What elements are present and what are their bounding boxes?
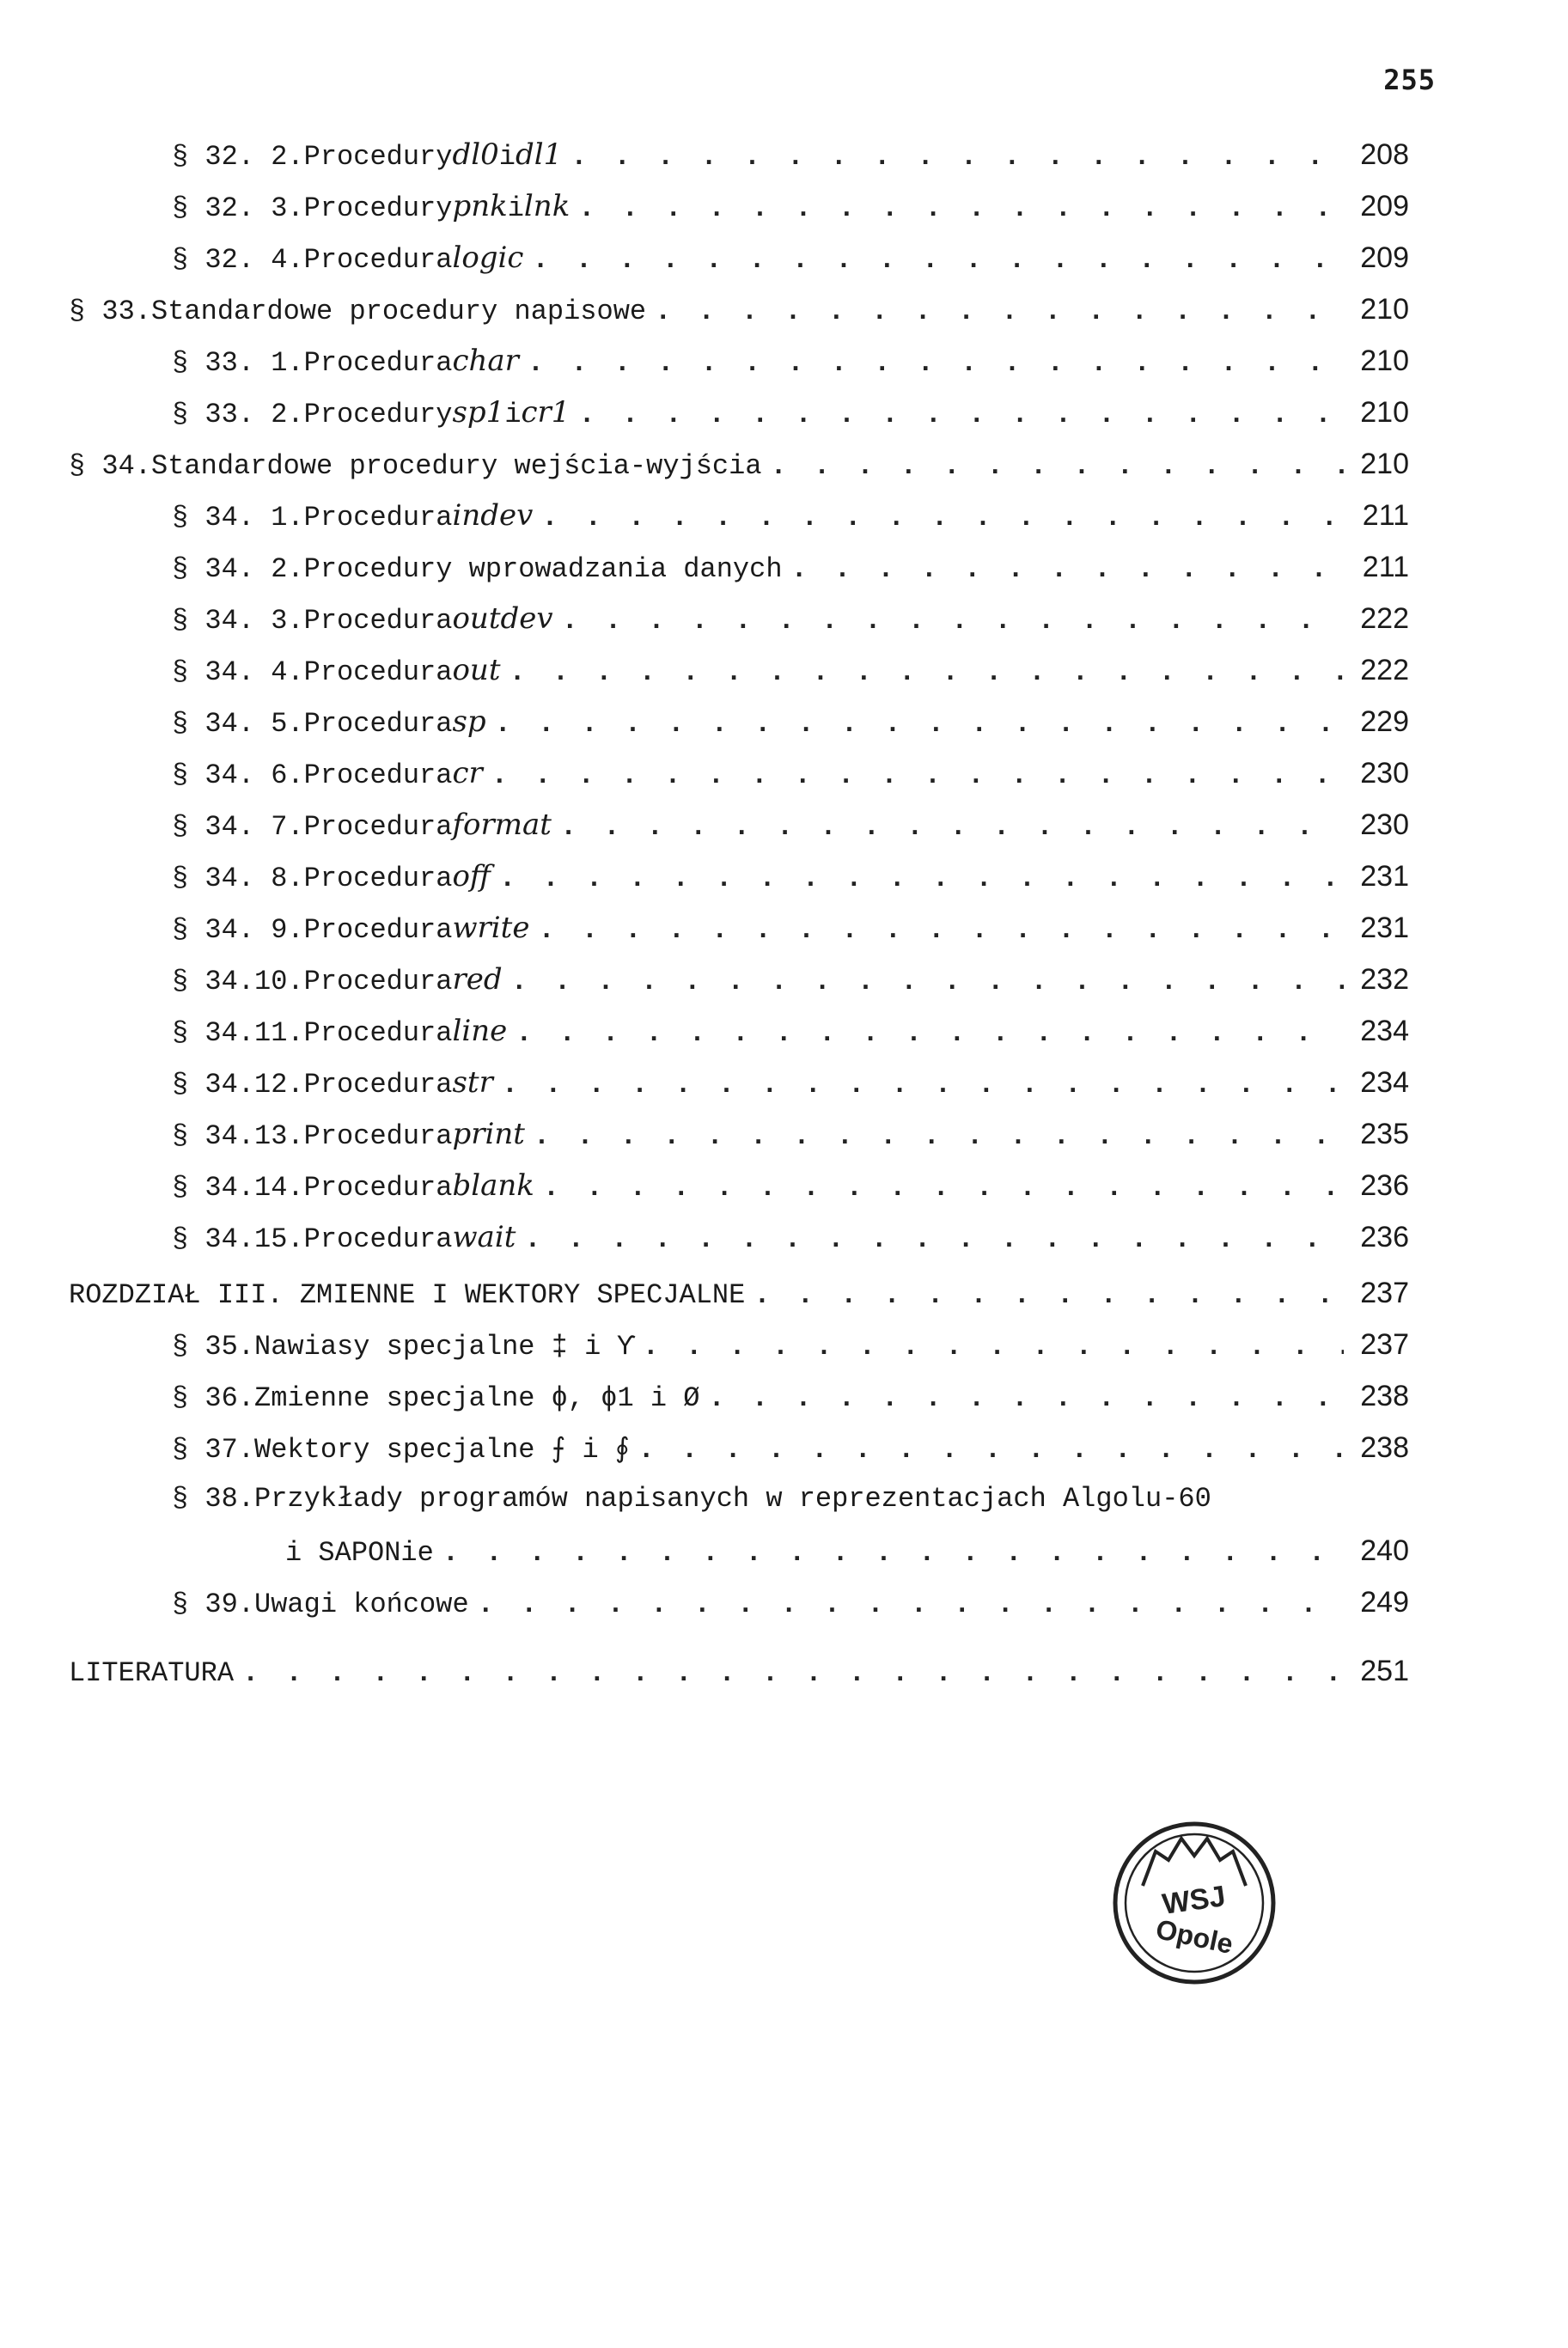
toc-term: dl1: [515, 137, 563, 172]
toc-section-number: § 34.12.: [172, 1069, 304, 1101]
toc-dot-leader: [534, 1119, 1344, 1154]
toc-entry[interactable]: [172, 653, 1409, 690]
toc-section-number: § 34. 4.: [172, 656, 304, 688]
toc-title: Procedura: [303, 759, 453, 791]
toc-section-number: § 34. 1.: [172, 502, 304, 534]
toc-term: red: [452, 962, 503, 997]
page-number: 255: [1383, 64, 1436, 96]
toc-term: sp: [452, 704, 486, 739]
toc-page-number: 231: [1360, 912, 1409, 944]
toc-connector: i: [507, 192, 524, 224]
toc-dot-leader: [578, 192, 1344, 226]
toc-entry[interactable]: [172, 344, 1409, 381]
toc-section-number: § 32. 2.: [172, 141, 304, 173]
toc-page-number: 231: [1360, 860, 1409, 893]
toc-term: cr1: [521, 395, 570, 430]
toc-title: Procedura: [303, 656, 453, 688]
toc-entry[interactable]: [172, 1168, 1409, 1205]
toc-page-number: 230: [1360, 808, 1409, 841]
toc-dot-leader: [511, 965, 1344, 999]
toc-title: Procedury: [303, 192, 453, 224]
toc-title: Procedura: [303, 502, 453, 534]
toc-dot-leader: [570, 140, 1344, 174]
toc-page-number: 238: [1360, 1431, 1409, 1464]
toc-entry[interactable]: [172, 1585, 1409, 1622]
toc-dot-leader: [791, 552, 1344, 587]
toc-dot-leader: [509, 656, 1344, 690]
toc-section-number: § 37.: [172, 1434, 255, 1466]
toc-section-number: § 34.13.: [172, 1120, 304, 1152]
toc-section-number: § 33. 1.: [172, 347, 304, 379]
toc-term: char: [452, 344, 519, 378]
toc-section-number: § 34.10.: [172, 966, 304, 997]
toc-dot-leader: [524, 1223, 1344, 1257]
toc-section-number: § 34. 2.: [172, 553, 304, 585]
toc-term: indev: [452, 498, 534, 533]
toc-title: Procedura: [303, 966, 453, 997]
toc-term: print: [452, 1117, 525, 1151]
toc-title: Procedura: [303, 244, 453, 276]
toc-entry[interactable]: [172, 1379, 1409, 1416]
toc-entry[interactable]: [172, 1117, 1409, 1154]
toc-term: lnk: [523, 189, 570, 223]
toc-entry[interactable]: [172, 1014, 1409, 1051]
toc-dot-leader: [502, 1068, 1344, 1102]
toc-entry[interactable]: [172, 498, 1409, 535]
toc-dot-leader: [491, 759, 1344, 793]
toc-entry[interactable]: [172, 1430, 1409, 1467]
toc-title: Procedury wprowadzania danych: [303, 553, 783, 585]
toc-section-number: § 34. 9.: [172, 914, 304, 946]
toc-term: off: [452, 859, 491, 893]
toc-term: format: [452, 808, 552, 842]
toc-dot-leader: [242, 1656, 1344, 1691]
toc-page-number: 232: [1360, 963, 1409, 996]
toc-term: sp1: [452, 395, 505, 430]
toc-page-number: 251: [1360, 1655, 1409, 1687]
toc-title: Uwagi końcowe: [254, 1589, 469, 1620]
toc-section-number: § 39.: [172, 1589, 255, 1620]
toc-dot-leader: [655, 295, 1344, 329]
toc-dot-leader: [528, 346, 1344, 381]
toc-term: blank: [452, 1168, 534, 1203]
toc-page-number: 237: [1360, 1277, 1409, 1309]
toc-dot-leader: [516, 1016, 1344, 1051]
toc-section-number: § 32. 4.: [172, 244, 304, 276]
toc-title: Standardowe procedury napisowe: [151, 296, 647, 327]
toc-dot-leader: [709, 1381, 1345, 1416]
toc-entry[interactable]: [172, 1482, 1211, 1516]
toc-entry[interactable]: [172, 137, 1409, 174]
toc-page-number: 230: [1360, 757, 1409, 790]
toc-term: out: [452, 653, 501, 687]
toc-page-number: 240: [1360, 1534, 1409, 1567]
toc-entry[interactable]: [172, 911, 1409, 948]
toc-page-number: 211: [1362, 499, 1409, 532]
toc-page-number: 235: [1360, 1118, 1409, 1150]
toc-page-number: 237: [1360, 1328, 1409, 1361]
toc-title: Procedura: [303, 863, 453, 894]
toc-dot-leader: [543, 1171, 1344, 1205]
toc-page-number: 210: [1360, 448, 1409, 480]
toc-title: Procedura: [303, 1223, 453, 1255]
toc-page-number: 234: [1360, 1015, 1409, 1047]
toc-dot-leader: [643, 1330, 1344, 1364]
toc-page-number: 209: [1360, 190, 1409, 223]
toc-page-number: 238: [1360, 1380, 1409, 1412]
toc-dot-leader: [638, 1433, 1344, 1467]
toc-dot-leader: [771, 449, 1344, 484]
toc-entry[interactable]: [172, 601, 1409, 638]
toc-entry[interactable]: [172, 704, 1409, 741]
toc-section-number: § 33. 2.: [172, 399, 304, 430]
toc-section-number: § 34.14.: [172, 1172, 304, 1204]
toc-term: logic: [452, 241, 524, 275]
toc-page-number: 210: [1360, 293, 1409, 326]
toc-title: Procedura: [303, 347, 453, 379]
toc-dot-leader: [562, 604, 1344, 638]
toc-page-number: 211: [1362, 551, 1409, 583]
toc-title: Wektory specjalne ⨍ i ∮: [254, 1434, 630, 1466]
toc-entry[interactable]: [285, 1534, 1409, 1570]
toc-term: outdev: [452, 601, 553, 636]
toc-title: Procedura: [303, 1069, 453, 1101]
toc-title: Nawiasy specjalne ‡ i ϒ: [254, 1331, 634, 1363]
toc-title: Procedury: [303, 141, 453, 173]
toc-page-number: 222: [1360, 654, 1409, 686]
toc-section-number: § 34. 8.: [172, 863, 304, 894]
toc-title: Procedura: [303, 708, 453, 740]
toc-entry[interactable]: [172, 189, 1409, 226]
toc-section-number: § 34. 5.: [172, 708, 304, 740]
toc-dot-leader: [753, 1278, 1344, 1313]
toc-dot-leader: [442, 1536, 1344, 1570]
toc-entry[interactable]: [172, 550, 1409, 587]
toc-section-number: § 34.11.: [172, 1017, 304, 1049]
toc-term: str: [452, 1065, 493, 1100]
toc-section-number: § 34.: [69, 450, 152, 482]
toc-entry[interactable]: [172, 808, 1409, 845]
toc-term: wait: [452, 1220, 516, 1254]
toc-section-number: § 34. 3.: [172, 605, 304, 637]
toc-section-number: § 32. 3.: [172, 192, 304, 224]
toc-entry[interactable]: [69, 447, 1409, 484]
toc-title: ROZDZIAŁ III. ZMIENNE I WEKTORY SPECJALNE: [69, 1279, 746, 1311]
toc-entry[interactable]: [172, 1065, 1409, 1102]
toc-entry[interactable]: [69, 1276, 1409, 1313]
toc-title: Procedury: [303, 399, 453, 430]
toc-title: Procedura: [303, 1017, 453, 1049]
toc-page-number: 210: [1360, 396, 1409, 429]
toc-dot-leader: [495, 707, 1344, 741]
stamp-text-bottom: Opole: [1153, 1912, 1236, 1961]
toc-page-number: 236: [1360, 1221, 1409, 1253]
toc-page-number: 249: [1360, 1586, 1409, 1619]
toc-entry[interactable]: [69, 1654, 1409, 1691]
toc-section-number: § 33.: [69, 296, 152, 327]
toc-page-number: 209: [1360, 241, 1409, 274]
toc-title: Procedura: [303, 605, 453, 637]
toc-connector: i: [498, 141, 516, 173]
toc-entry[interactable]: [172, 962, 1409, 999]
toc-term: pnk: [452, 189, 508, 223]
toc-entry[interactable]: [172, 395, 1409, 432]
toc-entry[interactable]: [172, 1327, 1409, 1364]
toc-entry[interactable]: [69, 292, 1409, 329]
library-stamp: [1108, 1817, 1280, 1989]
toc-entry[interactable]: [172, 859, 1409, 896]
toc-title: LITERATURA: [69, 1657, 235, 1689]
toc-section-number: § 36.: [172, 1382, 255, 1414]
toc-page-number: 208: [1360, 138, 1409, 171]
toc-section-number: § 34.15.: [172, 1223, 304, 1255]
toc-entry[interactable]: [172, 756, 1409, 793]
toc-title: Procedura: [303, 1120, 453, 1152]
toc-dot-leader: [499, 862, 1344, 896]
toc-dot-leader: [538, 913, 1344, 948]
toc-term: cr: [452, 756, 483, 790]
toc-page-number: 222: [1360, 602, 1409, 635]
toc-title: Procedura: [303, 1172, 453, 1204]
toc-title: Przykłady programów napisanych w reprezentacjach Algolu-60: [254, 1483, 1211, 1515]
stamp-text-top: WSJ: [1160, 1880, 1228, 1921]
toc-title: i SAPONie: [285, 1537, 434, 1569]
toc-title: Zmienne specjalne ɸ, ɸ1 i Ø: [254, 1382, 700, 1414]
toc-page-number: 236: [1360, 1169, 1409, 1202]
toc-dot-leader: [560, 810, 1344, 845]
toc-page-number: 210: [1360, 345, 1409, 377]
toc-title: Procedura: [303, 914, 453, 946]
toc-dot-leader: [541, 501, 1344, 535]
toc-dot-leader: [578, 398, 1344, 432]
toc-dot-leader: [532, 243, 1344, 277]
toc-section-number: § 35.: [172, 1331, 255, 1363]
toc-section-number: § 34. 7.: [172, 811, 304, 843]
toc-connector: i: [504, 399, 522, 430]
toc-title: Standardowe procedury wejścia-wyjścia: [151, 450, 762, 482]
toc-section-number: § 34. 6.: [172, 759, 304, 791]
toc-term: write: [452, 911, 530, 945]
toc-term: dl0: [452, 137, 499, 172]
toc-title: Procedura: [303, 811, 453, 843]
toc-entry[interactable]: [172, 241, 1409, 277]
toc-page-number: 234: [1360, 1066, 1409, 1099]
toc-page-number: 229: [1360, 705, 1409, 738]
toc-section-number: § 38.: [172, 1483, 255, 1515]
toc-term: line: [452, 1014, 508, 1048]
toc-entry[interactable]: [172, 1220, 1409, 1257]
toc-dot-leader: [478, 1588, 1344, 1622]
